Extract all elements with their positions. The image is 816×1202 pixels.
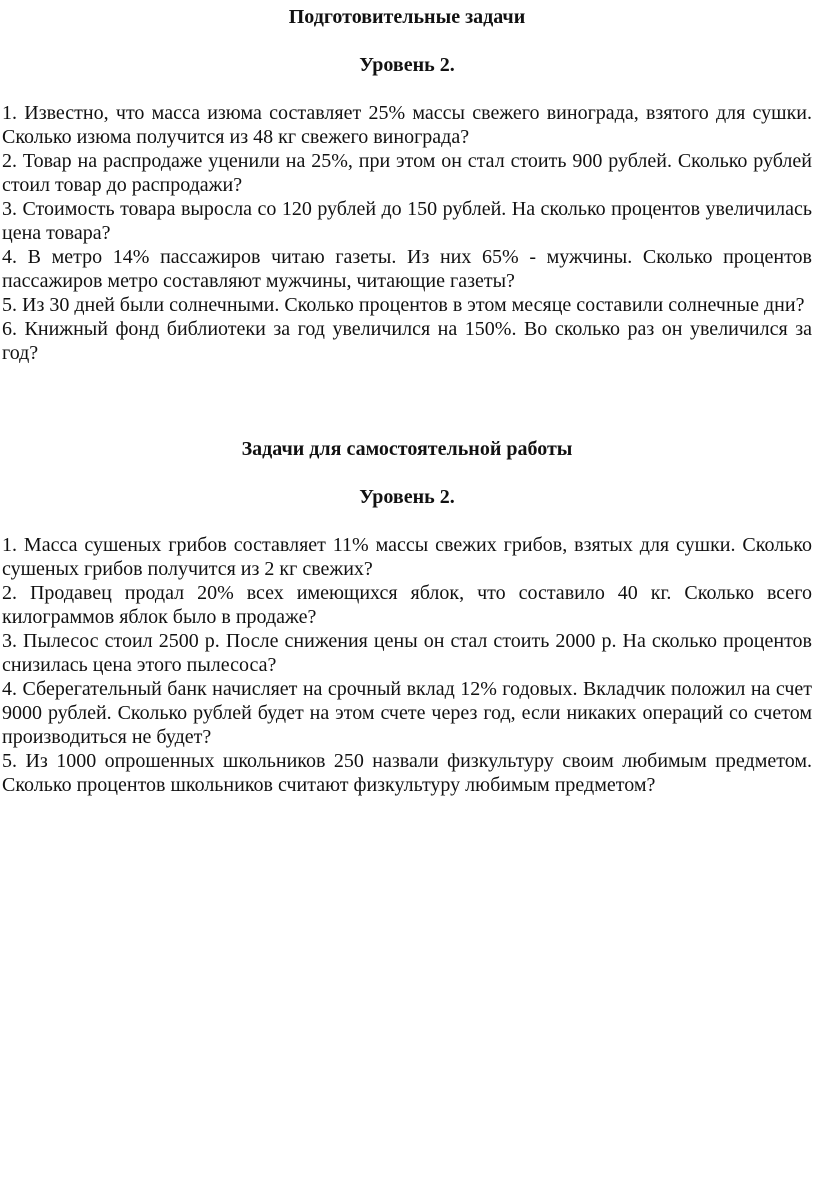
task-item: 4. Сберегательный банк начисляет на срочный вклад 12% годовых. Вкладчик положил на счет 9000 рублей. Сколько рублей будет на этом счете через год, если никаких операций со счетом производиться не будет? xyxy=(2,678,812,748)
task-item: 4. В метро 14% пассажиров читаю газеты. Из них 65% - мужчины. Сколько процентов пассажиров метро составляют мужчины, читающие газеты? xyxy=(2,246,812,292)
section-title-preparatory: Подготовительные задачи xyxy=(288,6,526,28)
task-list-preparatory xyxy=(2,101,812,365)
task-item: 6. Книжный фонд библиотеки за год увеличился на 150%. Во сколько раз он увеличился за год? xyxy=(2,318,812,364)
section-title-independent: Задачи для самостоятельной работы xyxy=(241,438,573,460)
task-item: 5. Из 30 дней были солнечными. Сколько процентов в этом месяце составили солнечные дни? xyxy=(2,294,805,316)
section-level-independent: Уровень 2. xyxy=(359,486,455,508)
task-item: 1. Масса сушеных грибов составляет 11% массы свежих грибов, взятых для сушки. Сколько сушеных грибов получится из 2 кг свежих? xyxy=(2,534,812,580)
task-item: 3. Стоимость товара выросла со 120 рублей до 150 рублей. На сколько процентов увеличилась цена товара? xyxy=(2,198,812,244)
task-list-independent xyxy=(2,533,812,797)
task-item: 2. Товар на распродаже уценили на 25%, при этом он стал стоить 900 рублей. Сколько рублей стоил товар до распродажи? xyxy=(2,150,812,196)
section-spacer xyxy=(2,365,812,437)
section-level-preparatory: Уровень 2. xyxy=(359,54,455,76)
task-item: 5. Из 1000 опрошенных школьников 250 назвали физкультуру своим любимым предметом. Сколько процентов школьников считают физкультуру любимым предметом? xyxy=(2,750,812,796)
task-item: 3. Пылесос стоил 2500 р. После снижения цены он стал стоить 2000 р. На сколько процентов снизилась цена этого пылесоса? xyxy=(2,630,812,676)
task-item: 2. Продавец продал 20% всех имеющихся яблок, что составило 40 кг. Сколько всего килограммов яблок было в продаже? xyxy=(2,582,812,628)
task-item: 1. Известно, что масса изюма составляет 25% массы свежего винограда, взятого для сушки. Сколько изюма получится из 48 кг свежего винограда? xyxy=(2,102,812,148)
